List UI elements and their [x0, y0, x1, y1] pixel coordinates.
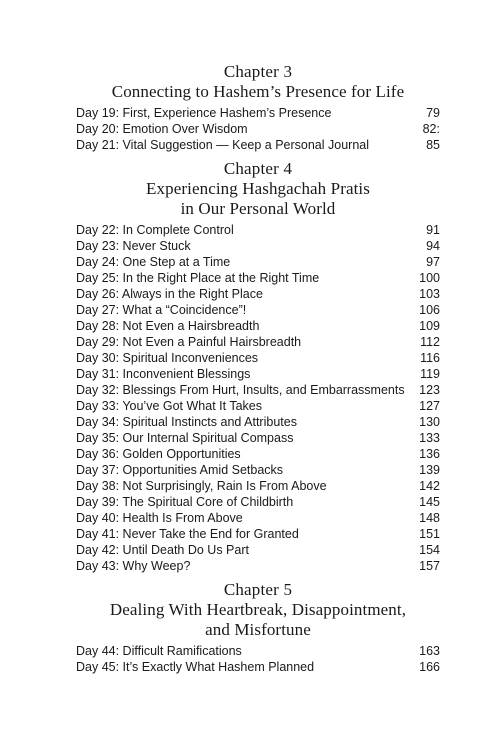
- toc-entry[interactable]: [76, 318, 440, 334]
- chapter-title-line: in Our Personal World: [180, 199, 336, 218]
- entry-title: Day 39: The Spiritual Core of Childbirth: [76, 495, 294, 509]
- toc-entry[interactable]: [76, 414, 440, 430]
- toc-entry[interactable]: [76, 462, 440, 478]
- toc-entry[interactable]: [76, 334, 440, 350]
- chapter-3-section: [76, 62, 440, 153]
- toc-entry[interactable]: [76, 366, 440, 382]
- entry-title: Day 19: First, Experience Hashem’s Presence: [76, 106, 332, 120]
- toc-entry[interactable]: [76, 137, 440, 153]
- entry-page-number: 106: [419, 303, 440, 317]
- toc-entry[interactable]: [76, 121, 440, 137]
- entry-title: Day 23: Never Stuck: [76, 239, 191, 253]
- entry-page-number: 139: [419, 463, 440, 477]
- entry-page-number: 154: [419, 543, 440, 557]
- chapter-title-line: and Misfortune: [205, 620, 311, 639]
- chapter-5-section: [76, 580, 440, 675]
- chapter-title-line: Experiencing Hashgachah Pratis: [146, 179, 370, 198]
- entry-title: Day 24: One Step at a Time: [76, 255, 231, 269]
- entry-title: Day 41: Never Take the End for Granted: [76, 527, 299, 541]
- entry-page-number: 163: [419, 644, 440, 658]
- entry-title: Day 29: Not Even a Painful Hairsbreadth: [76, 335, 302, 349]
- toc-entry[interactable]: [76, 430, 440, 446]
- entry-title: Day 45: It’s Exactly What Hashem Planned: [76, 660, 315, 674]
- toc-entry[interactable]: [76, 302, 440, 318]
- toc-entry[interactable]: [76, 254, 440, 270]
- entry-page-number: 79: [426, 106, 440, 120]
- entry-page-number: 145: [419, 495, 440, 509]
- entry-list: [76, 643, 440, 675]
- chapter-title-line: Connecting to Hashem’s Presence for Life: [111, 82, 405, 101]
- entry-title: Day 33: You’ve Got What It Takes: [76, 399, 262, 413]
- toc-entry[interactable]: [76, 382, 440, 398]
- chapter-title: [76, 82, 440, 102]
- entry-page-number: 123: [419, 383, 440, 397]
- entry-page-number: 109: [419, 319, 440, 333]
- entry-page-number: 94: [426, 239, 440, 253]
- entry-title: Day 36: Golden Opportunities: [76, 447, 241, 461]
- entry-title: Day 32: Blessings From Hurt, Insults, and Embarrassments: [76, 383, 405, 397]
- entry-page-number: 127: [419, 399, 440, 413]
- entry-title: Day 21: Vital Suggestion — Keep a Personal Journal: [76, 138, 370, 152]
- entry-title: Day 27: What a “Coincidence”!: [76, 303, 247, 317]
- entry-page-number: 103: [419, 287, 440, 301]
- entry-title: Day 37: Opportunities Amid Setbacks: [76, 463, 284, 477]
- chapter-label: Chapter 5: [223, 580, 293, 599]
- entry-page-number: 85: [426, 138, 440, 152]
- entry-title: Day 38: Not Surprisingly, Rain Is From Above: [76, 479, 327, 493]
- entry-title: Day 44: Difficult Ramifications: [76, 644, 242, 658]
- entry-page-number: 119: [420, 367, 440, 381]
- entry-page-number: 148: [419, 511, 440, 525]
- toc-entry[interactable]: [76, 446, 440, 462]
- toc-entry[interactable]: [76, 398, 440, 414]
- table-of-contents: [76, 62, 440, 675]
- entry-title: Day 34: Spiritual Instincts and Attributes: [76, 415, 297, 429]
- entry-page-number: 151: [419, 527, 440, 541]
- toc-entry[interactable]: [76, 350, 440, 366]
- chapter-4-section: [76, 159, 440, 574]
- chapter-title: [76, 179, 440, 219]
- entry-page-number: 112: [420, 335, 440, 349]
- entry-page-number: 157: [419, 559, 440, 573]
- toc-entry[interactable]: [76, 238, 440, 254]
- entry-title: Day 30: Spiritual Inconveniences: [76, 351, 259, 365]
- toc-entry[interactable]: [76, 659, 440, 675]
- chapter-label: Chapter 3: [223, 62, 293, 81]
- toc-entry[interactable]: [76, 222, 440, 238]
- entry-page-number: 100: [419, 271, 440, 285]
- entry-title: Day 28: Not Even a Hairsbreadth: [76, 319, 260, 333]
- entry-title: Day 35: Our Internal Spiritual Compass: [76, 431, 294, 445]
- entry-page-number: 116: [420, 351, 440, 365]
- entry-title: Day 22: In Complete Control: [76, 223, 234, 237]
- toc-entry[interactable]: [76, 643, 440, 659]
- entry-page-number: 133: [419, 431, 440, 445]
- toc-entry[interactable]: [76, 105, 440, 121]
- toc-entry[interactable]: [76, 286, 440, 302]
- entry-page-number: 136: [419, 447, 440, 461]
- entry-title: Day 31: Inconvenient Blessings: [76, 367, 251, 381]
- toc-entry[interactable]: [76, 510, 440, 526]
- chapter-title-line: Dealing With Heartbreak, Disappointment,: [109, 600, 407, 619]
- entry-page-number: 82:: [422, 122, 440, 136]
- entry-title: Day 26: Always in the Right Place: [76, 287, 263, 301]
- toc-entry[interactable]: [76, 494, 440, 510]
- toc-entry[interactable]: [76, 478, 440, 494]
- entry-title: Day 25: In the Right Place at the Right Time: [76, 271, 320, 285]
- entry-title: Day 42: Until Death Do Us Part: [76, 543, 249, 557]
- entry-page-number: 91: [426, 223, 440, 237]
- entry-page-number: 166: [419, 660, 440, 674]
- entry-page-number: 130: [419, 415, 440, 429]
- entry-title: Day 43: Why Weep?: [76, 559, 191, 573]
- entry-list: [76, 222, 440, 574]
- entry-page-number: 97: [426, 255, 440, 269]
- chapter-label: Chapter 4: [223, 159, 293, 178]
- entry-title: Day 40: Health Is From Above: [76, 511, 243, 525]
- toc-entry[interactable]: [76, 542, 440, 558]
- toc-entry[interactable]: [76, 270, 440, 286]
- toc-entry[interactable]: [76, 558, 440, 574]
- entry-title: Day 20: Emotion Over Wisdom: [76, 122, 248, 136]
- toc-entry[interactable]: [76, 526, 440, 542]
- chapter-title: [76, 600, 440, 640]
- entry-page-number: 142: [419, 479, 440, 493]
- entry-list: [76, 105, 440, 153]
